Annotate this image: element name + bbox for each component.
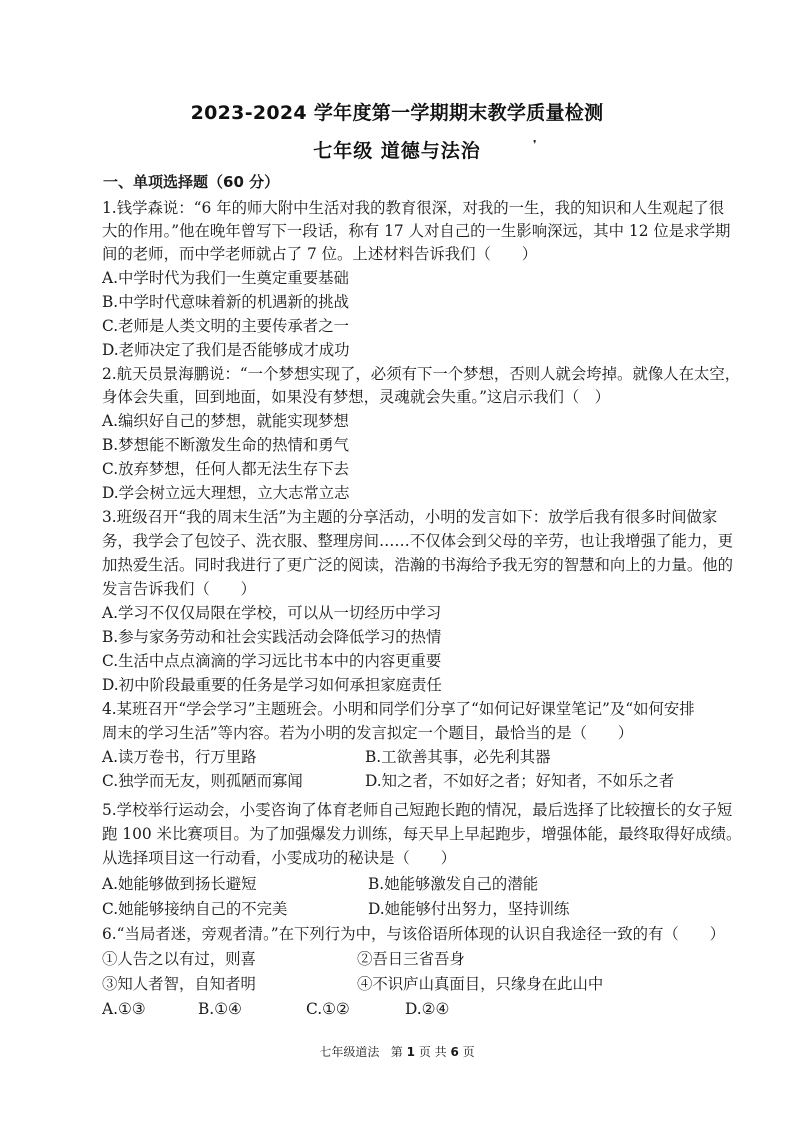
question-4-option-a: A.读万卷书，行万里路: [102, 748, 257, 766]
question-2-option-c: C.放弃梦想，任何人都无法生存下去: [102, 460, 349, 478]
question-5-option-b: B.她能够激发自己的潜能: [368, 875, 539, 893]
question-2-stem-line: 身体会失重，回到地面，如果没有梦想，灵魂就会失重。”这启示我们（ ）: [102, 388, 611, 406]
scan-mark-icon: ❜: [533, 138, 537, 151]
page-footer: [0, 1043, 794, 1060]
question-1-stem-line: 间的老师，而中学老师就占了 7 位。上述材料告诉我们（ ）: [102, 245, 538, 263]
question-2-option-d: D.学会树立远大理想，立大志常立志: [102, 484, 350, 502]
question-6-item-2: ②吾日三省吾身: [357, 950, 465, 968]
question-2-option-b: B.梦想能不断激发生命的热情和勇气: [102, 436, 350, 454]
question-1-stem-line: 1.钱学森说：“6 年的师大附中生活对我的教育很深，对我的一生，我的知识和人生观起了很: [102, 199, 725, 217]
question-5-option-a: A.她能够做到扬长避短: [102, 875, 257, 893]
question-3-stem-line: 加热爱生活。同时我进行了更广泛的阅读，浩瀚的书海给予我无穷的智慧和向上的力量。他的: [102, 556, 734, 574]
question-3-option-d: D.初中阶段最重要的任务是学习如何承担家庭责任: [102, 676, 442, 694]
question-5-stem-line: 从选择项目这一行动看，小雯成功的秘诀是（ ）: [102, 849, 456, 867]
question-3-option-b: B.参与家务劳动和社会实践活动会降低学习的热情: [102, 628, 442, 646]
question-6-stem-line: 6.“当局者迷，旁观者清。”在下列行为中，与该俗语所体现的认识自我途径一致的有（ ）: [102, 925, 725, 943]
question-6-option-c: C.①②: [306, 1000, 350, 1018]
question-5-stem-line: 跑 100 米比赛项目。为了加强爆发力训练，每天早上早起跑步，增强体能，最终取得好成绩。: [102, 825, 742, 843]
question-2-stem-line: 2.航天员景海鹏说：“一个梦想实现了，必须有下一个梦想，否则人就会垮掉。就像人在太空，: [102, 365, 741, 383]
question-4-option-b: B.工欲善其事，必先利其器: [365, 748, 551, 766]
question-4-option-d: D.知之者，不如好之者；好知者，不如乐之者: [365, 772, 675, 790]
question-6-item-3: ③知人者智，自知者明: [102, 975, 256, 993]
question-3-option-a: A.学习不仅仅局限在学校，可以从一切经历中学习: [102, 604, 442, 622]
question-2-option-a: A.编织好自己的梦想，就能实现梦想: [102, 412, 349, 430]
footer-page-number: 1: [406, 1045, 415, 1059]
question-1-option-d: D.老师决定了我们是否能够成才成功: [102, 341, 350, 359]
question-5-option-d: D.她能够付出努力，坚持训练: [368, 900, 570, 918]
question-5-stem-line: 5.学校举行运动会，小雯咨询了体育老师自己短跑长跑的情况，最后选择了比较擅长的女子短: [102, 801, 733, 819]
question-1-option-b: B.中学时代意味着新的机遇新的挑战: [102, 293, 350, 311]
footer-page-mid: 页 共: [418, 1045, 447, 1059]
question-6-option-a: A.①③: [102, 1000, 146, 1018]
question-6-item-4: ④不识庐山真面目，只缘身在此山中: [357, 975, 604, 993]
question-4-stem-line: 4.某班召开“学会学习”主题班会。小明和同学们分享了“如何记好课堂笔记”及“如何安排: [102, 700, 695, 718]
question-4-stem-line: 周末的学习生活”等内容。若为小明的发言拟定一个题目，最恰当的是（ ）: [102, 724, 634, 742]
question-6-option-d: D.②④: [405, 1000, 450, 1018]
question-1-option-a: A.中学时代为我们一生奠定重要基础: [102, 269, 349, 287]
question-1-option-c: C.老师是人类文明的主要传承者之一: [102, 317, 349, 335]
exam-title: 2023-2024 学年度第一学期期末教学质量检测: [190, 102, 604, 124]
section-heading: 一、单项选择题（60 分）: [103, 173, 280, 191]
footer-subject: 七年级道法: [319, 1045, 380, 1059]
question-1-stem-line: 大的作用。”他在晚年曾写下一段话，称有 17 人对自己的一生影响深远，其中 12 位是求学期: [102, 222, 731, 240]
question-3-stem-line: 发言告诉我们（ ）: [102, 580, 256, 598]
exam-subtitle: 七年级 道德与法治: [313, 140, 481, 162]
question-6-item-1: ①人告之以有过，则喜: [102, 950, 256, 968]
question-3-option-c: C.生活中点点滴滴的学习远比书本中的内容更重要: [102, 652, 442, 670]
question-3-stem-line: 3.班级召开“我的周末生活”为主题的分享活动，小明的发言如下：放学后我有很多时间做家: [102, 508, 718, 526]
question-5-option-c: C.她能够接纳自己的不完美: [102, 900, 288, 918]
footer-page-prefix: 第: [390, 1045, 403, 1059]
question-3-stem-line: 务，我学会了包饺子、洗衣服、整理房间……不仅体会到父母的辛劳，也让我增强了能力，更: [102, 532, 734, 550]
footer-page-total: 6: [450, 1045, 459, 1059]
question-4-option-c: C.独学而无友，则孤陋而寡闻: [102, 772, 303, 790]
footer-page-suffix: 页: [462, 1045, 475, 1059]
question-6-option-b: B.①④: [198, 1000, 242, 1018]
